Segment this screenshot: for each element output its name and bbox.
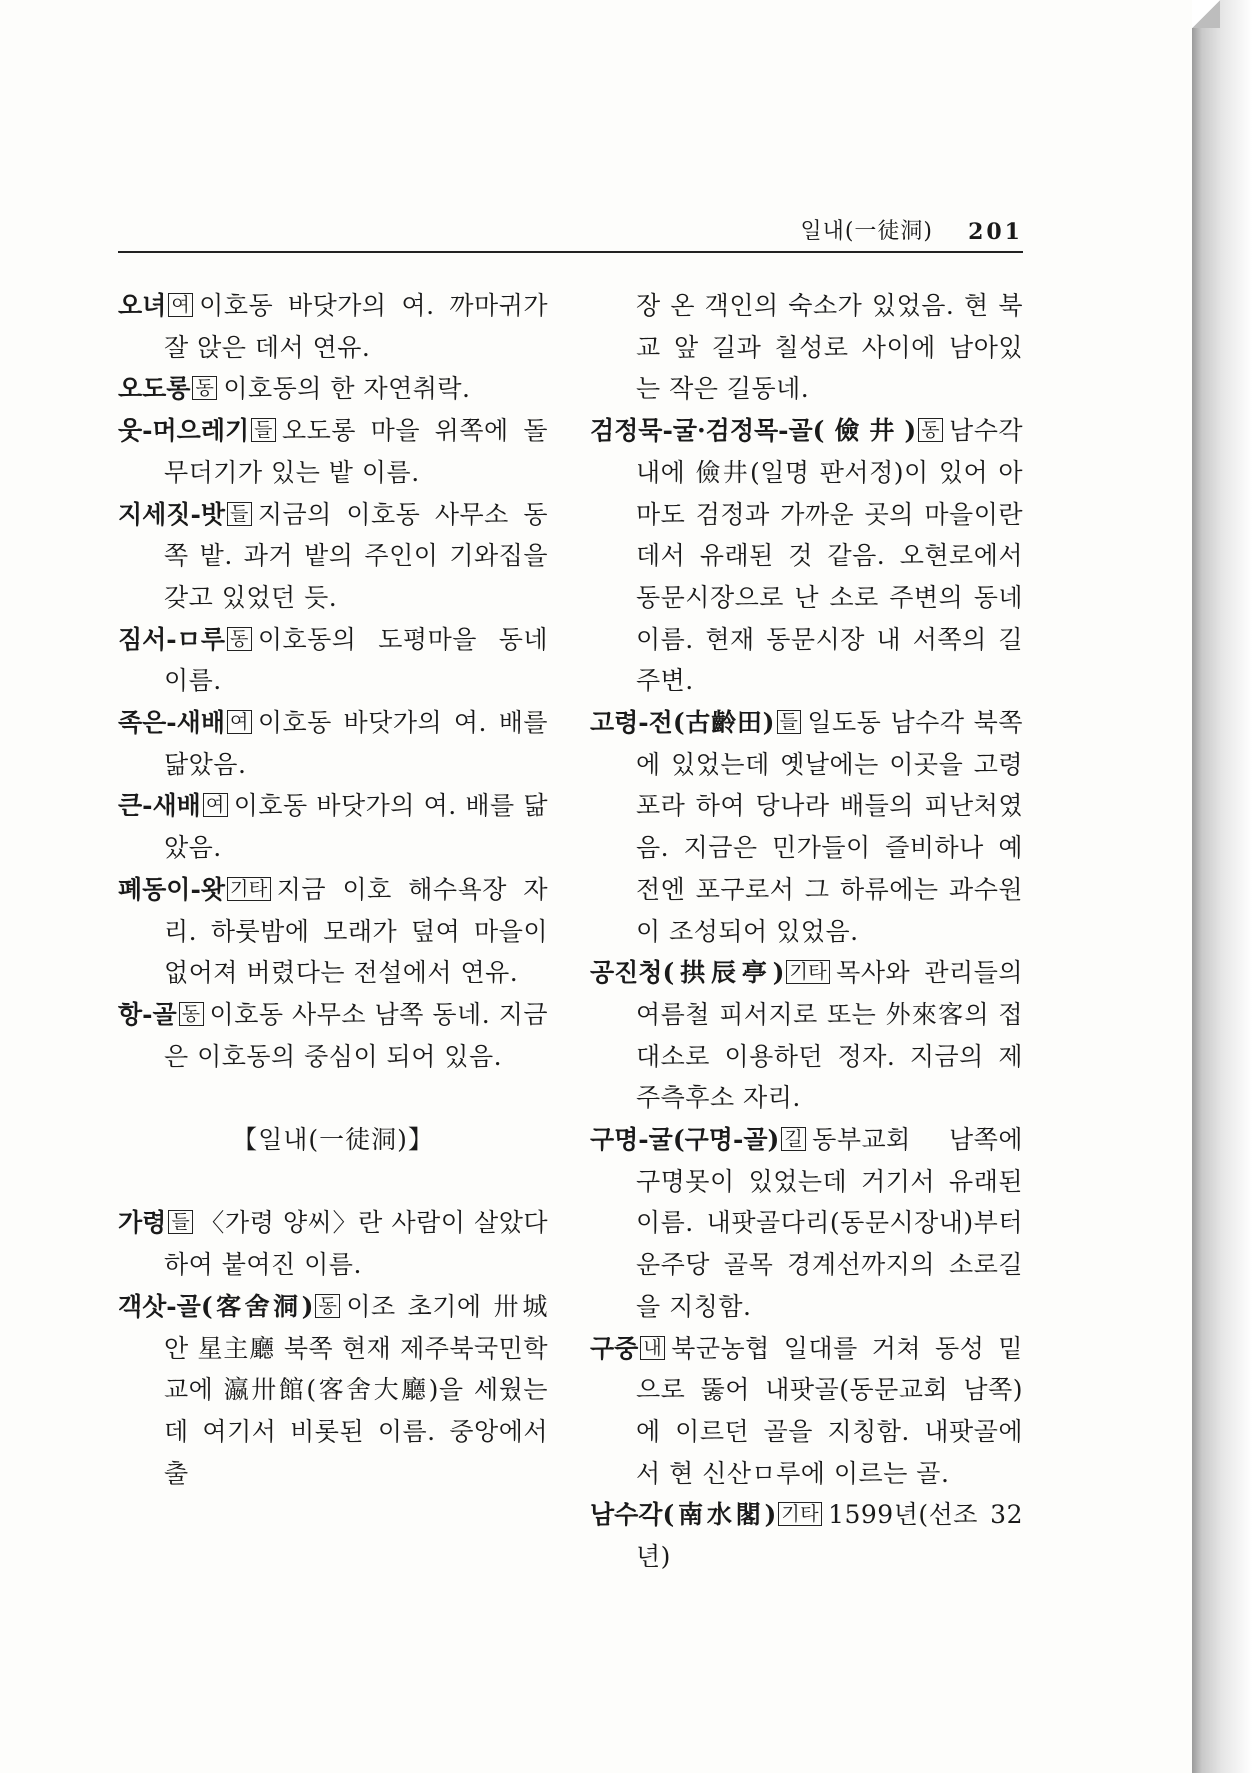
entry-category-tag: 길 xyxy=(781,1127,806,1151)
dictionary-entry xyxy=(118,368,548,410)
page-number: 201 xyxy=(968,219,1023,245)
entry-definition: 이호동 바닷가의 여. 배를 닮았음. xyxy=(164,791,548,863)
entry-definition: 이호동 바닷가의 여. 까마귀가 잘 앉은 데서 연유. xyxy=(164,291,548,362)
entry-category-tag: 여 xyxy=(168,293,193,317)
dictionary-entry xyxy=(118,1202,548,1285)
section-heading: 【일내(一徒洞)】 xyxy=(232,1125,434,1155)
dictionary-entry xyxy=(118,869,548,994)
entry-definition: 이호동의 도평마을 동네 이름. xyxy=(164,624,548,696)
entries-after-section xyxy=(118,1202,548,1494)
dictionary-entry xyxy=(118,410,548,493)
entry-headword: 오도롱 xyxy=(118,374,191,404)
entry-category-tag: 들 xyxy=(168,1210,193,1234)
entry-headword: 짐서-ㅁ루 xyxy=(118,624,225,654)
left-column xyxy=(118,285,548,1494)
entry-headword: 항-골 xyxy=(118,999,177,1029)
dictionary-entry xyxy=(118,785,548,868)
entry-category-tag: 기타 xyxy=(227,877,271,901)
entry-category-tag: 내 xyxy=(640,1336,665,1360)
entry-headword: 폐동이-왓 xyxy=(118,874,225,904)
entry-definition: 동부교회 남쪽에 구명못이 있었는데 거기서 유래된 이름. 내팟골다리(동문시장내)부터 운주당 골목 경계선까지의 소로길을 지칭함. xyxy=(636,1125,1023,1321)
entry-category-tag: 기타 xyxy=(778,1502,822,1526)
entry-definition: 지금의 이호동 사무소 동쪽 밭. 과거 밭의 주인이 기와집을 갖고 있었던 듯. xyxy=(164,499,548,612)
entry-headword: 객삿-골(客舍洞) xyxy=(118,1291,314,1321)
right-column xyxy=(590,285,1023,1578)
entry-headword: 족은-새배 xyxy=(118,708,225,738)
dictionary-entry xyxy=(590,1494,1023,1577)
entry-category-tag: 동 xyxy=(918,418,943,442)
page-corner xyxy=(1192,0,1220,28)
entry-category-tag: 들 xyxy=(251,418,276,442)
entry-definition: 목사와 관리들의 여름철 피서지로 또는 外來客의 접대소로 이용하던 정자. 지금의 제주측후소 자리. xyxy=(636,958,1024,1113)
entry-headword: 지세짓-밧 xyxy=(118,499,225,529)
entry-definition: 1599년(선조 32년) xyxy=(636,1500,1023,1572)
entry-category-tag: 들 xyxy=(777,710,802,734)
right-entries xyxy=(590,410,1023,1578)
dictionary-entry xyxy=(118,702,548,785)
dictionary-entry xyxy=(118,1286,548,1495)
entry-headword: 검정묵-굴·검정목-골(儉井) xyxy=(590,416,917,446)
page-shadow xyxy=(1192,0,1259,1773)
entry-headword: 오녀 xyxy=(118,291,167,320)
entry-definition: 이호동 사무소 남쪽 동네. 지금은 이호동의 중심이 되어 있음. xyxy=(164,999,548,1071)
entry-definition: 지금 이호 해수욕장 자리. 하룻밤에 모래가 덮여 마을이 없어져 버렸다는 전설에서 연유. xyxy=(164,874,548,988)
entry-category-tag: 들 xyxy=(227,502,252,526)
entry-definition: 일도동 남수각 북쪽에 있었는데 옛날에는 이곳을 고령포라 하여 당나라 배들의 피난처였음. 지금은 민가들이 즐비하나 예전엔 포구로서 그 하류에는 과수원이 조성되어 있었음. xyxy=(636,708,1023,946)
continued-entry-text: 장 온 객인의 숙소가 있었음. 현 북교 앞 길과 칠성로 사이에 남아있는 작은 길동네. xyxy=(636,291,1023,404)
entry-headword: 웃-머으레기 xyxy=(118,416,250,446)
entry-definition: 남수각 내에 儉井(일명 판서정)이 있어 아마도 검정과 가까운 곳의 마을이란 데서 유래된 것 같음. 오현로에서 동문시장으로 난 소로 주변의 동네 이름. 현재 동문시장 내 서쪽의 길 주변. xyxy=(636,416,1023,696)
entry-headword: 구중 xyxy=(590,1333,639,1363)
entry-category-tag: 동 xyxy=(315,1294,340,1318)
dictionary-entry xyxy=(590,1328,1023,1495)
entry-headword: 공진청(拱辰亭) xyxy=(590,958,785,988)
running-head: 일내(一徒洞) xyxy=(800,219,933,244)
entry-definition: 이조 초기에 卅城안 星主廳 북쪽 현재 제주북국민학교에 瀛卅館(客舍大廳)을 세웠는데 여기서 비롯된 이름. 중앙에서 출 xyxy=(164,1291,548,1488)
dictionary-entry xyxy=(590,702,1023,952)
dictionary-entry xyxy=(590,1119,1023,1328)
entry-category-tag: 동 xyxy=(192,376,217,400)
entry-definition: 오도롱 마을 위쪽에 돌무더기가 있는 밭 이름. xyxy=(164,416,548,487)
entry-definition: 이호동의 한 자연취락. xyxy=(223,374,471,404)
entry-definition: 이호동 바닷가의 여. 배를 닮았음. xyxy=(164,708,548,779)
entry-headword: 큰-새배 xyxy=(118,791,201,821)
dictionary-entry xyxy=(118,285,548,368)
dictionary-entry xyxy=(118,994,548,1077)
entries-before-section xyxy=(118,285,548,1077)
entry-category-tag: 여 xyxy=(227,710,252,734)
entry-definition: 북군농협 일대를 거쳐 동성 밑으로 뚫어 내팟골(동문교회 남쪽)에 이르던 골을 지칭함. 내팟골에서 현 신산ㅁ루에 이르는 골. xyxy=(636,1333,1023,1488)
entry-headword: 구명-굴(구명-골) xyxy=(590,1125,780,1155)
entry-category-tag: 동 xyxy=(227,627,252,651)
entry-category-tag: 동 xyxy=(179,1002,204,1026)
entry-headword: 가령 xyxy=(118,1208,167,1238)
page-header xyxy=(118,215,1023,253)
dictionary-entry xyxy=(118,494,548,619)
entry-headword: 고령-전(古齡田) xyxy=(590,708,775,738)
dictionary-entry xyxy=(118,619,548,702)
entry-headword: 남수각(南水閣) xyxy=(590,1500,777,1530)
entry-category-tag: 여 xyxy=(203,793,228,817)
dictionary-entry xyxy=(590,410,1023,702)
entry-category-tag: 기타 xyxy=(786,960,830,984)
entry-definition: 〈가령 양씨〉란 사람이 살았다 하여 붙여진 이름. xyxy=(164,1208,548,1280)
dictionary-entry xyxy=(590,952,1023,1119)
